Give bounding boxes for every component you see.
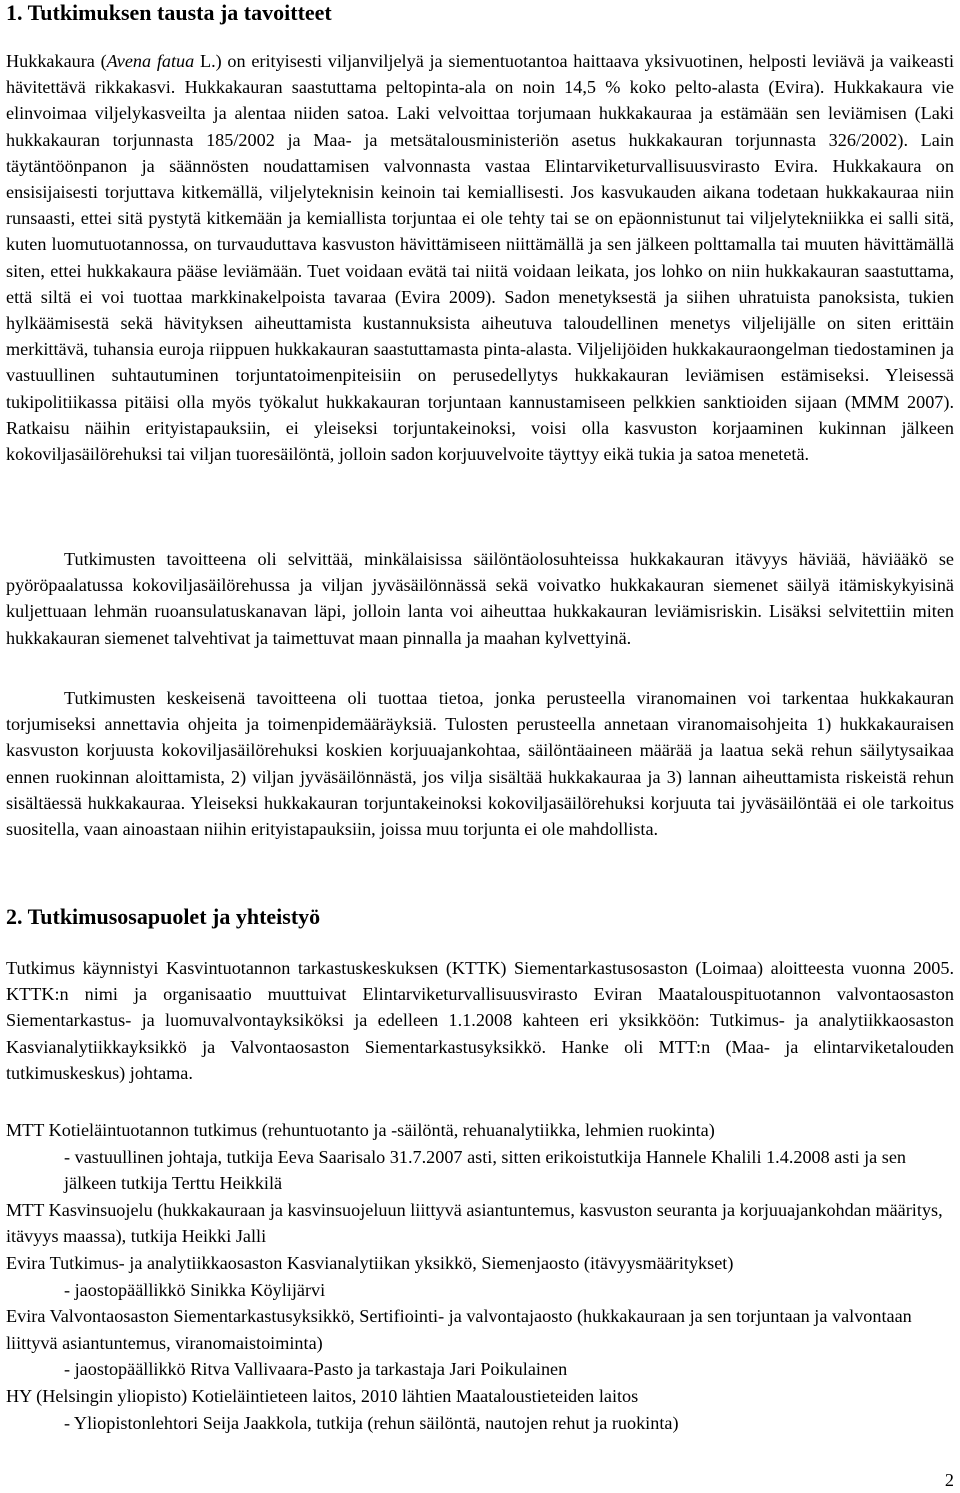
partner-entry: Evira Valvontaosaston Siementarkastusyksikkö, Sertifiointi- ja valvontajaosto (hukkakauraan ja sen torjuntaan ja valvontaan liittyvä asiantuntemus, viranomaistoiminta)	[6, 1306, 912, 1353]
section-1-paragraph-1	[6, 48, 954, 467]
section-1-heading: 1. Tutkimuksen tausta ja tavoitteet	[6, 0, 332, 25]
section-2-paragraph-1	[6, 955, 954, 1086]
page-number: 2	[944, 1470, 954, 1490]
p1-rest: L.) on erityisesti viljanviljelyä ja siementuotantoa haittaava yksivuotinen, helposti leviävä ja vaikeasti hävitettävä rikkakasvi. Hukkakauran saastuttama peltopinta-ala on noin 14,5 % koko pelto-alasta (Evira). Hukkakaura vie elinvoimaa viljelykasveilta ja alentaa niiden satoa. Laki velvoittaa torjumaan hukkakauraa ja estämään sen leviämisen (Laki hukkakauran torjunnasta 185/2002 ja Maa- ja metsätalousministeriön asetus hukkakauran torjunnasta 326/2002). Lain täytäntöönpanon ja säännösten noudattamisen valvonnasta vastaa Elintarviketurvallisuusvirasto Evira. Hukkakaura on ensisijaisesti torjuttava kitkemällä, viljelyteknisin keinoin tai kemiallisesti. Jos kasvukauden aikana todetaan hukkakauraa niin runsaasti, ettei sitä pystytä kitkemään ja kemiallista torjuntaa ei ole tehty tai se on epäonnistunut tai viljelytekniikka ei salli sitä, kuten luomutuotannossa, on turvauduttava kasvuston hävittämiseen niittämällä ja sen jälkeen polttamalla tai muuten hävittämällä siten, ettei hukkakaura pääse leviämään. Tuet voidaan evätä tai niitä voidaan leikata, jos lohko on niin hukkakauran saastuttama, että siltä ei voi tuottaa markkinakelpoista tavaraa (Evira 2009). Sadon menetyksestä ja siihen uhratuista panoksista, tukien hylkäämisestä sekä hävityksen aiheuttamista kustannuksista aiheutuva taloudellinen menetys viljelijälle on siten erittäin merkittävä, tuhansia euroja riippuen hukkakauran saastuttamasta pinta-alasta. Viljelijöiden hukkakauraongelman tiedostaminen ja vastuullinen suhtautuminen torjuntatoimenpiteisiin on perusedellytys hukkakauran leviämisen estämiseksi. Yleisessä tukipolitiikassa pitäisi olla myös työkalut hukkakauran torjuntaan kannustamiseen pelkkien sanktioiden sijaan (MMM 2007). Ratkaisu näihin erityistapauksiin, ei yleiseksi torjuntakeinoksi, voisi olla kasvuston korjaaminen kukinnan jälkeen kokoviljasäilörehuksi tai viljan tuoresäilöntä, jolloin sadon korjuuvelvoite täyttyy eikä tukia ja satoa menetetä.	[6, 51, 954, 465]
section-1-paragraph-3	[6, 685, 954, 842]
paragraph-text: Tutkimus käynnistyi Kasvintuotannon tarkastuskeskuksen (KTTK) Siementarkastusosaston (Loimaa) aloitteesta vuonna 2005. KTTK:n nimi ja organisaatio muuttuivat Elintarviketurvallisuusvirasto Eviran Maatalouspituotannon valvontaosaston Siementarkastus- ja luomuvalvontayksiköksi ja edelleen 1.1.2008 kahteen eri yksikköön: Tutkimus- ja analytiikkaosaston Kasvianalytiikkayksikkö ja Valvontaosaston Siementarkastusyksikkö. Hanke oli MTT:n (Maa- ja elintarviketalouden tutkimuskeskus) johtama.	[6, 958, 954, 1083]
section-2-heading: 2. Tutkimusosapuolet ja yhteistyö	[6, 904, 321, 929]
paragraph-text: Tutkimusten keskeisenä tavoitteena oli tuottaa tietoa, jonka perusteella viranomainen voi tarkentaa hukkakauran torjumiseksi annettavia ohjeita ja toimenpidemääräyksiä. Tulosten perusteella annetaan viranomaisohjeita 1) hukkakauraisen kasvuston korjuusta kokoviljasäilörehuksi koskien korjuuajankohtaa, säilöntäaineen määrää ja laatua sekä rehun säilytysaikaa ennen ruokinnan aloittamista, 2) viljan jyväsäilönnästä, jos vilja sisältää hukkakauraa ja 3) lannan aiheuttamista riskeistä rehun sisältäessä hukkakauraa. Yleiseksi hukkakauran torjuntakeinoksi kokoviljasäilörehuksi korjuuta tai jyväsäilöntää ei ole tarkoitus suositella, vaan ainoastaan niihin erityistapauksiin, joissa muu torjunta ei ole mahdollista.	[6, 688, 954, 840]
partner-list	[6, 1117, 954, 1436]
partner-entry: MTT Kotieläintuotannon tutkimus (rehuntuotanto ja -säilöntä, rehuanalytiikka, lehmien ruokinta)	[6, 1120, 715, 1140]
partner-entry-detail: - vastuullinen johtaja, tutkija Eeva Saarisalo 31.7.2007 asti, sitten erikoistutkija Hannele Khalili 1.4.2008 asti ja sen jälkeen tutkija Terttu Heikkilä	[64, 1146, 907, 1194]
partner-entry: HY (Helsingin yliopisto) Kotieläintieteen laitos, 2010 lähtien Maataloustieteiden laitos	[6, 1385, 639, 1406]
partner-entry-detail: - Yliopistonlehtori Seija Jaakkola, tutkija (rehun säilöntä, nautojen rehut ja ruokinta)	[64, 1412, 679, 1433]
p1-start: Hukkakaura (	[6, 51, 107, 71]
partner-entry-detail: - jaostopäällikkö Sinikka Köylijärvi	[64, 1279, 326, 1300]
partner-entry: MTT Kasvinsuojelu (hukkakauraan ja kasvinsuojeluun liittyvä asiantuntemus, kasvuston seuranta ja korjuuajankohdan määritys, itävyys maassa), tutkija Heikki Jalli	[6, 1199, 943, 1247]
section-1-paragraph-2	[6, 546, 954, 651]
paragraph-text: Tutkimusten tavoitteena oli selvittää, minkälaisissa säilöntäolosuhteissa hukkakauran itävyys häviää, häviääkö se pyöröpaalatussa kokoviljasäilörehussa ja viljan jyväsäilönnässä sekä voivatko hukkakauran siemenet säilyä itämiskykyisinä kuljettuaan lehmän ruoansulatuskanavan läpi, jolloin lanta voi aiheuttaa hukkakauran leviämisriskin. Lisäksi selvitettiin miten hukkakauran siemenet talvehtivat ja taimettuvat maan pinnalla ja maahan kylvettyinä.	[6, 549, 954, 648]
species-name: Avena fatua	[106, 51, 195, 71]
partner-entry-detail: - jaostopäällikkö Ritva Vallivaara-Pasto ja tarkastaja Jari Poikulainen	[64, 1359, 568, 1380]
partner-entry: Evira Tutkimus- ja analytiikkaosaston Kasvianalytiikan yksikkö, Siemenjaosto (itävyysmääritykset)	[6, 1252, 734, 1273]
